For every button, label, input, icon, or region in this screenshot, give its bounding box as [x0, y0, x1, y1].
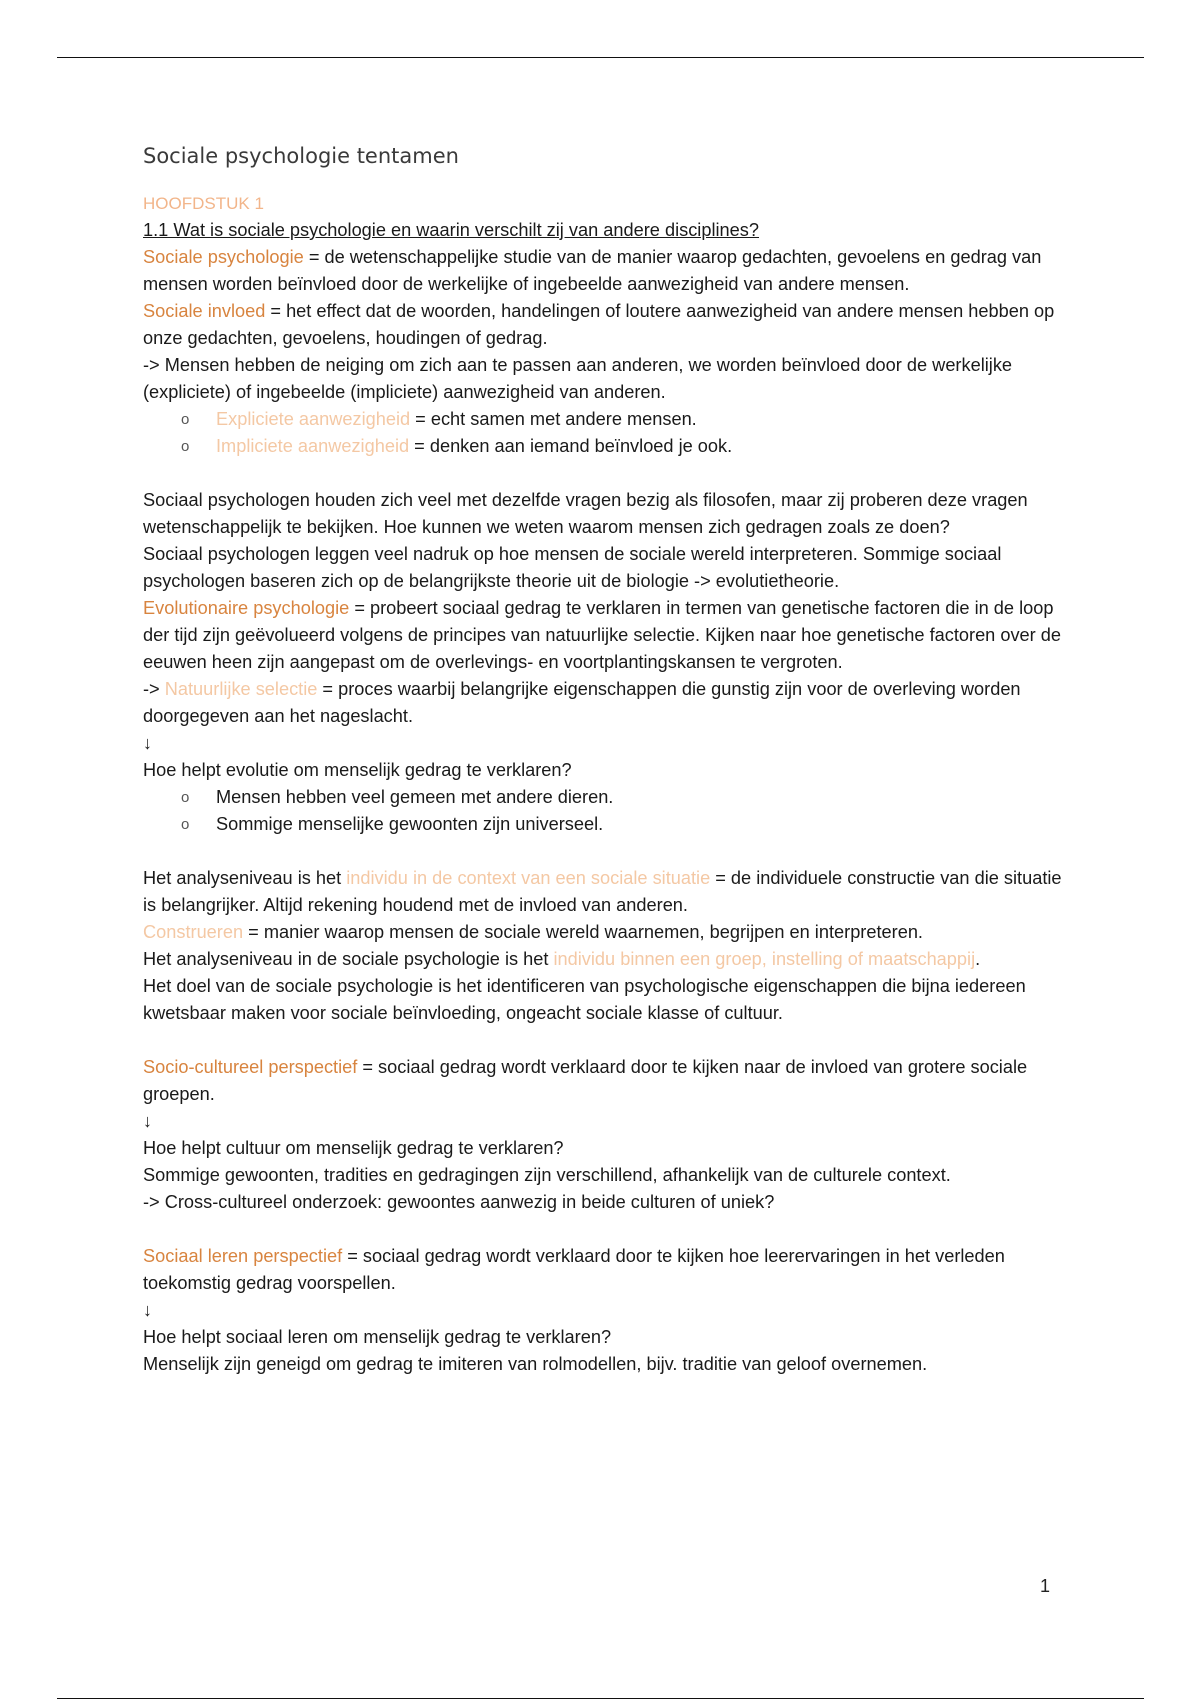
question-line: Hoe helpt cultuur om menselijk gedrag te verklaren?: [143, 1138, 564, 1158]
chapter-heading: HOOFDSTUK 1: [143, 194, 264, 213]
list-item: o Mensen hebben veel gemeen met andere dieren.: [143, 784, 1073, 811]
bullet-circle-icon: o: [181, 816, 190, 833]
question-line: Hoe helpt sociaal leren om menselijk gedrag te verklaren?: [143, 1327, 612, 1347]
text-paragraph: Sommige gewoonten, tradities en gedragingen zijn verschillend, afhankelijk van de culturele context.: [143, 1165, 951, 1185]
bullet-circle-icon: o: [181, 411, 190, 428]
document-page: [143, 138, 1073, 1378]
term-individu-context: individu in de context van een sociale situatie: [346, 868, 711, 888]
definition-paragraph: Het analyseniveau is het individu in de context van een sociale situatie = de individuele constructie van die situatie is belangrijker. Altijd rekening houdend met de invloed van anderen.: [143, 868, 1062, 915]
text-paragraph: Menselijk zijn geneigd om gedrag te imiteren van rolmodellen, bijv. traditie van geloof overnemen.: [143, 1354, 928, 1374]
definition-paragraph: Het analyseniveau in de sociale psychologie is het individu binnen een groep, instelling of maatschappij.: [143, 949, 981, 969]
document-title: Sociale psychologie tentamen: [143, 144, 459, 168]
text-paragraph: -> Mensen hebben de neiging om zich aan te passen aan anderen, we worden beïnvloed door de werkelijke (expliciete) of ingebeelde (impliciete) aanwezigheid van anderen.: [143, 355, 1013, 402]
term-sociaal-leren-perspectief: Sociaal leren perspectief: [143, 1246, 343, 1266]
section-heading: 1.1 Wat is sociale psychologie en waarin verschilt zij van andere disciplines?: [143, 220, 759, 240]
definition-paragraph: Socio-cultureel perspectief = sociaal gedrag wordt verklaard door te kijken naar de invloed van grotere sociale groepen.: [143, 1057, 1028, 1104]
term-individu-groep: individu binnen een groep, instelling of maatschappij: [553, 949, 976, 969]
list-item: o Sommige menselijke gewoonten zijn universeel.: [143, 811, 1073, 838]
term-sociale-invloed: Sociale invloed: [143, 301, 266, 321]
term-evolutionaire-psychologie: Evolutionaire psychologie: [143, 598, 350, 618]
term-sociale-psychologie: Sociale psychologie: [143, 247, 304, 267]
bullet-circle-icon: o: [181, 789, 190, 806]
down-arrow-icon: ↓: [143, 733, 152, 753]
definition-paragraph: Sociale psychologie = de wetenschappelijke studie van de manier waarop gedachten, gevoelens en gedrag van mensen worden beïnvloed door de werkelijke of ingebeelde aanwezigheid van andere mensen.: [143, 247, 1042, 294]
text-paragraph: Het doel van de sociale psychologie is het identificeren van psychologische eigenschappen die bijna iedereen kwetsbaar maken voor sociale beïnvloeding, ongeacht sociale klasse of cultuur.: [143, 976, 1026, 1023]
text-paragraph: Sociaal psychologen houden zich veel met dezelfde vragen bezig als filosofen, maar zij proberen deze vragen wetenschappelijk te bekijken. Hoe kunnen we weten waarom mensen zich gedragen zoals ze doen?: [143, 490, 1028, 537]
definition-paragraph: Sociaal leren perspectief = sociaal gedrag wordt verklaard door te kijken hoe leerervaringen in het verleden toekomstig gedrag voorspellen.: [143, 1246, 1005, 1293]
term-expliciete-aanwezigheid: Expliciete aanwezigheid: [216, 409, 411, 429]
header-rule: [57, 57, 1144, 58]
definition-paragraph: Sociale invloed = het effect dat de woorden, handelingen of loutere aanwezigheid van andere mensen hebben op onze gedachten, gevoelens, houdingen of gedrag.: [143, 301, 1055, 348]
question-line: Hoe helpt evolutie om menselijk gedrag te verklaren?: [143, 760, 572, 780]
down-arrow-icon: ↓: [143, 1300, 152, 1320]
bullet-list: [143, 406, 1073, 460]
term-socio-cultureel-perspectief: Socio-cultureel perspectief: [143, 1057, 358, 1077]
down-arrow-icon: ↓: [143, 1111, 152, 1131]
term-impliciete-aanwezigheid: Impliciete aanwezigheid: [216, 436, 410, 456]
bullet-list: [143, 784, 1073, 838]
page-number: 1: [1040, 1576, 1051, 1596]
text-paragraph: -> Cross-cultureel onderzoek: gewoontes aanwezig in beide culturen of uniek?: [143, 1192, 775, 1212]
list-item: o Expliciete aanwezigheid = echt samen met andere mensen.: [143, 406, 1073, 433]
definition-paragraph: Construeren = manier waarop mensen de sociale wereld waarnemen, begrijpen en interpreteren.: [143, 922, 923, 942]
term-natuurlijke-selectie: Natuurlijke selectie: [164, 679, 318, 699]
definition-paragraph: Evolutionaire psychologie = probeert sociaal gedrag te verklaren in termen van genetische factoren die in de loop der tijd zijn geëvolueerd volgens de principes van natuurlijke selectie. Kijken naar hoe genetische factoren over de eeuwen heen zijn aangepast om de overlevings- en voortplantingskansen te vergroten.: [143, 598, 1062, 672]
text-paragraph: Sociaal psychologen leggen veel nadruk op hoe mensen de sociale wereld interpreteren. Sommige sociaal psychologen baseren zich op de belangrijkste theorie uit de biologie -> evolutietheorie.: [143, 544, 1002, 591]
list-item: o Impliciete aanwezigheid = denken aan iemand beïnvloed je ook.: [143, 433, 1073, 460]
footer-rule: [57, 1698, 1144, 1699]
term-construeren: Construeren: [143, 922, 244, 942]
definition-paragraph: -> Natuurlijke selectie = proces waarbij belangrijke eigenschappen die gunstig zijn voor de overleving worden doorgegeven aan het nageslacht.: [143, 679, 1021, 726]
bullet-circle-icon: o: [181, 438, 190, 455]
